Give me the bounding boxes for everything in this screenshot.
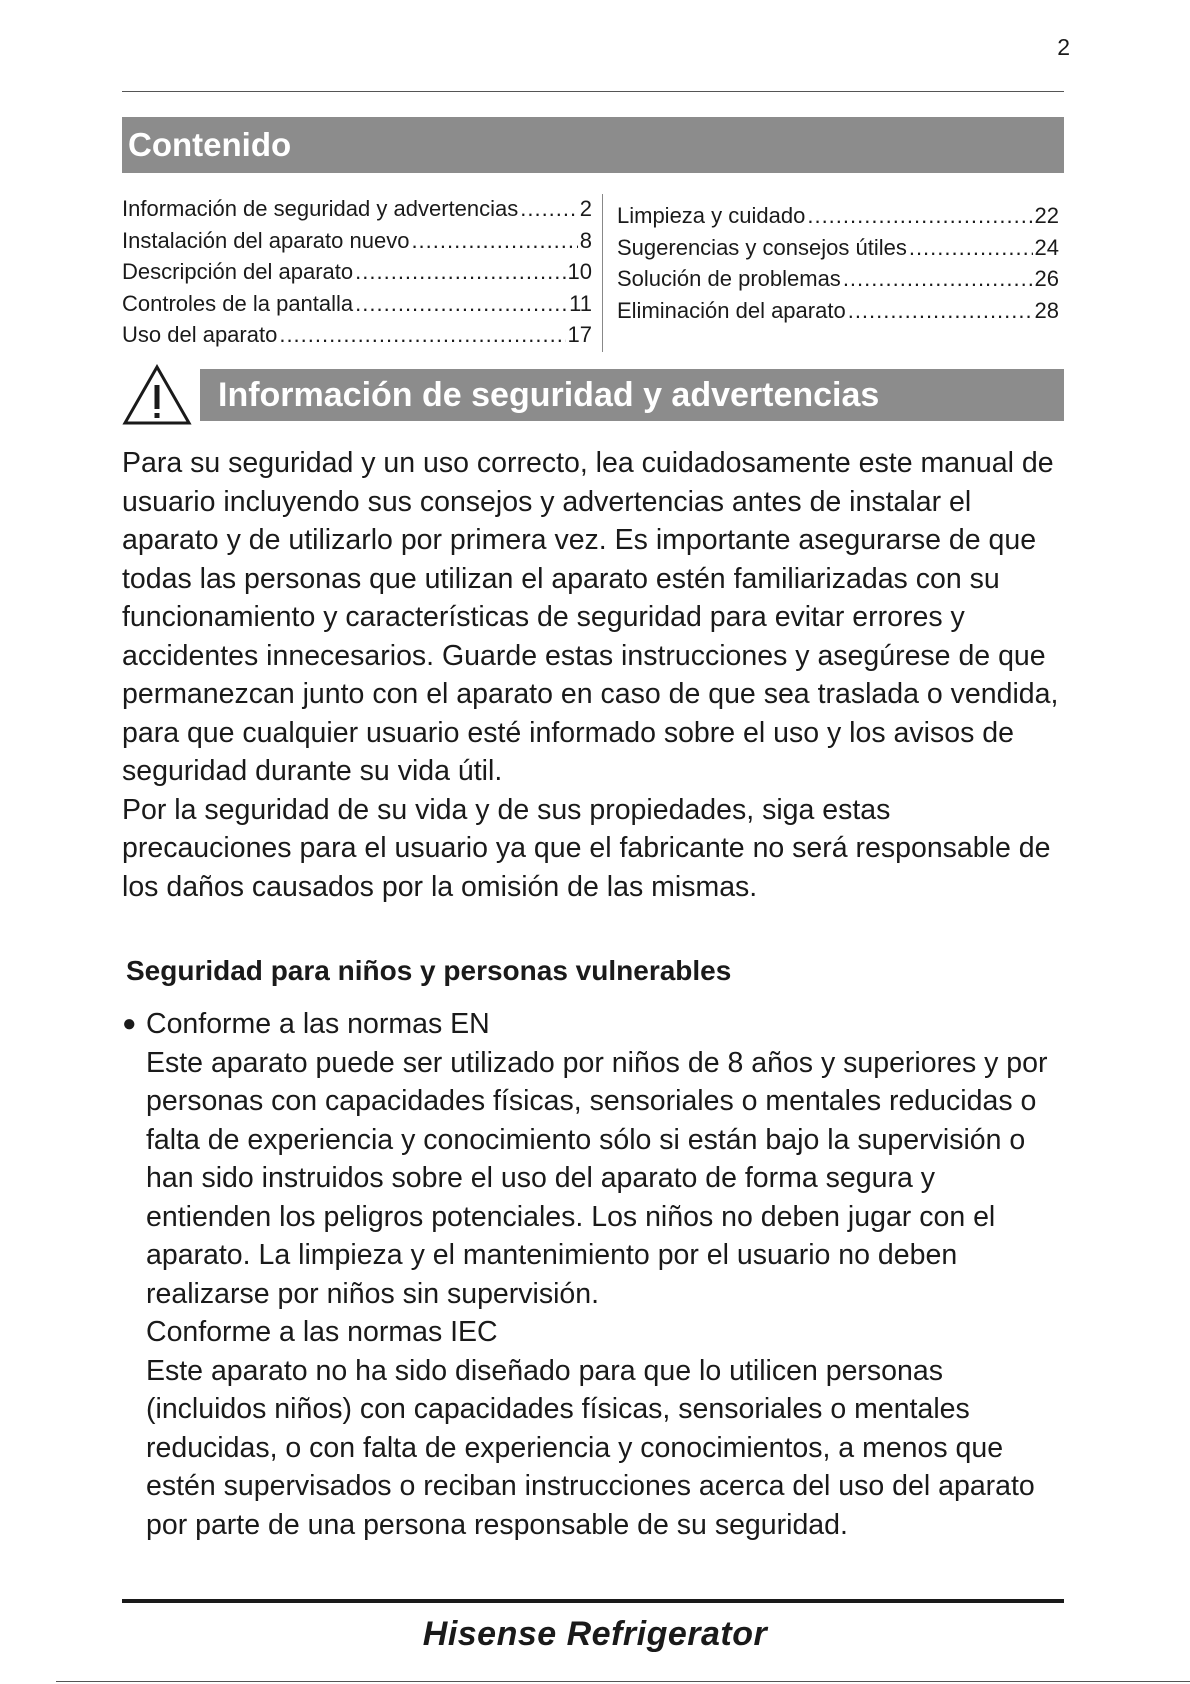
toc-entry-page: 28 (1034, 297, 1059, 323)
toc-entry-page: 10 (567, 259, 592, 284)
toc-entry-label: Limpieza y cuidado (617, 203, 806, 228)
toc-entry-label: Descripción del aparato (122, 259, 354, 284)
toc-entry-label: Uso del aparato (122, 322, 278, 347)
toc-column-divider (602, 194, 603, 352)
toc-entry-page: 17 (567, 322, 592, 347)
warning-triangle-icon (122, 364, 192, 426)
toc-entry-page: 11 (569, 290, 592, 316)
en-standard-text: Este aparato puede ser utilizado por niños de 8 años y superiores y por personas con capacidades físicas, sensoriales o mentales reducidas o falta de experiencia y conocimiento sólo si están bajo la supervisión o han sido instruidos sobre el uso del aparato de forma segura y entienden los peligros potenciales. Los niños no deben jugar con el aparato. La limpieza y el mantenimiento por el usuario no deben realizarse por niños sin supervisión. (146, 1046, 1048, 1310)
toc-leader-dots (843, 263, 1033, 295)
toc-entry[interactable] (122, 225, 592, 257)
toc-entry-page: 24 (1034, 234, 1059, 260)
brand-footer: Hisense Refrigerator (422, 1615, 768, 1653)
page-number: 2 (1057, 34, 1070, 60)
bottom-rule (122, 1599, 1064, 1603)
toc-leader-dots (411, 225, 577, 257)
toc-entry-page: 22 (1034, 203, 1059, 228)
footer-rule (56, 1681, 1190, 1682)
toc-right-column (617, 200, 1059, 326)
toc-entry-label: Instalación del aparato nuevo (122, 227, 410, 253)
toc-entry[interactable] (122, 319, 592, 351)
en-standard-title: Conforme a las normas EN (146, 1008, 490, 1040)
toc-leader-dots (848, 295, 1033, 327)
toc-entry[interactable] (122, 256, 592, 288)
toc-entry[interactable] (122, 288, 592, 320)
toc-leader-dots (355, 288, 567, 320)
bullet-marker: ● (122, 1010, 137, 1037)
toc-entry-page: 8 (579, 227, 592, 253)
toc-entry-label: Controles de la pantalla (122, 290, 354, 316)
bullet-item (122, 1005, 1067, 1544)
toc-leader-dots (807, 200, 1032, 232)
toc-entry-page: 26 (1034, 266, 1059, 291)
toc-entry-label: Información de seguridad y advertencias (122, 196, 519, 221)
intro-paragraph: Por la seguridad de su vida y de sus propiedades, siga estas precauciones para el usuario ya que el fabricante no será responsable de los daños causados por la omisión de las mismas. (122, 793, 1051, 903)
iec-standard-text: Este aparato no ha sido diseñado para que lo utilicen personas (incluidos niños) con capacidades físicas, sensoriales o mentales reducidas, o con falta de experiencia y conocimientos, a menos que estén supervisados o reciban instrucciones acerca del uso del aparato por parte de una persona responsable de su seguridad. (146, 1354, 1035, 1541)
top-rule (122, 91, 1064, 92)
toc-entry-label: Eliminación del aparato (617, 297, 846, 323)
toc-entry[interactable] (617, 232, 1059, 264)
toc-entry[interactable] (617, 263, 1059, 295)
toc-entry[interactable] (122, 193, 592, 225)
bullet-content (146, 1005, 1067, 1544)
section-title: Información de seguridad y advertencias (200, 369, 1064, 421)
toc-entry-page: 2 (579, 196, 592, 221)
intro-text (122, 444, 1067, 906)
toc-leader-dots (909, 232, 1033, 264)
toc-entry-label: Solución de problemas (617, 266, 841, 291)
toc-title: Contenido (122, 117, 1064, 173)
toc-leader-dots (279, 319, 565, 351)
toc-left-column (122, 193, 592, 351)
toc-leader-dots (355, 256, 565, 288)
toc-entry[interactable] (617, 200, 1059, 232)
intro-paragraph: Para su seguridad y un uso correcto, lea cuidadosamente este manual de usuario incluyendo sus consejos y advertencias antes de instalar el aparato y de utilizarlo por primera vez. Es importante asegurarse de que todas las personas que utilizan el aparato estén familiarizadas con su funcionamiento y características de seguridad para evitar errores y accidentes innecesarios. Guarde estas instrucciones y asegúrese de que permanezcan junto con el aparato en caso de que sea traslada o vendida, para que cualquier usuario esté informado sobre el uso y los avisos de seguridad durante su vida útil. (122, 447, 1059, 787)
toc-leader-dots (520, 193, 578, 225)
subheading: Seguridad para niños y personas vulnerables (126, 955, 732, 986)
toc-entry[interactable] (617, 295, 1059, 327)
iec-standard-title: Conforme a las normas IEC (146, 1316, 498, 1348)
toc-entry-label: Sugerencias y consejos útiles (617, 234, 907, 260)
